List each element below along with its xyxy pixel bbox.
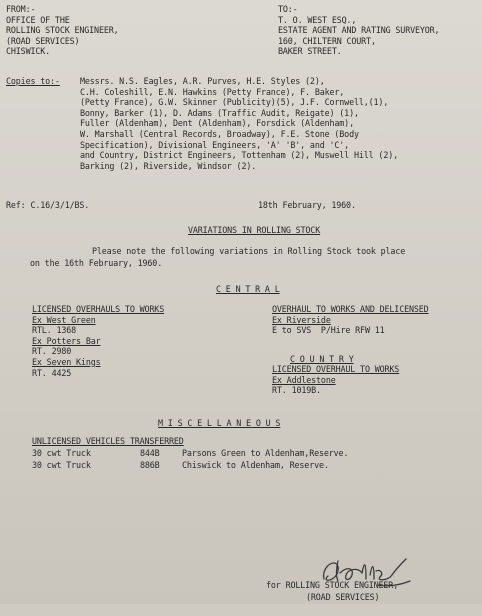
central-licensed-overhauls (32, 304, 164, 378)
copies-line: Messrs. N.S. Eagles, A.R. Purves, H.E. Styles (2), (80, 76, 325, 86)
vehicle-type: 30 cwt Truck (32, 460, 91, 470)
central-overhaul-delicensed (272, 304, 429, 336)
from-line: (ROAD SERVICES) (6, 35, 80, 46)
copies-line: (Petty France), G.W. Skinner (Publicity)(5), J.F. Cornwell,(1), (80, 97, 389, 108)
depot-name: Ex Riverside (272, 314, 331, 325)
copies-line: Specification), Divisional Engineers, 'A' 'B', and 'C', (80, 139, 350, 150)
depot-name: Ex West Green (32, 314, 96, 325)
signatory-dept: (ROAD SERVICES) (306, 592, 380, 602)
to-line: ESTATE AGENT AND RATING SURVEYOR, (278, 25, 440, 36)
from-block (6, 4, 119, 57)
copies-line: and Country, District Engineers, Tottenham (2), Muswell Hill (2), (80, 150, 398, 161)
copies-list (80, 76, 398, 171)
from-line: ROLLING STOCK ENGINEER, (6, 25, 119, 36)
handwritten-signature (318, 528, 418, 616)
from-line: OFFICE OF THE (6, 14, 70, 25)
vehicle-number: RTL. 1368 (32, 325, 77, 336)
to-line: 160, CHILTERN COURT, (278, 35, 376, 46)
to-label: TO:- (278, 4, 298, 14)
from-label: FROM:- (6, 4, 36, 14)
depot-name: Ex Seven Kings (32, 356, 101, 367)
depot-name: Ex Potters Bar (32, 335, 101, 346)
intro-line: Please note the following variations in Rolling Stock took place (92, 246, 406, 256)
misc-section-title: UNLICENSED VEHICLES TRANSFERRED (32, 436, 184, 446)
to-line: T. O. WEST ESQ., (278, 14, 357, 25)
copies-line: W. Marshall (Central Records, Broadway), F.E. Stone (Body (80, 128, 359, 139)
signatory-line: for ROLLING STOCK ENGINEER, (266, 580, 399, 590)
copies-line: C.H. Coleshill, E.N. Hawkins (Petty France), F. Baker, (80, 86, 345, 97)
reference: Ref: C.16/3/1/BS. (6, 200, 90, 210)
copies-line: Barking (2), Riverside, Windsor (2). (80, 160, 257, 171)
copies-line: Fuller (Aldenham), Dent (Aldenham), Forsdick (Aldenham), (80, 118, 354, 129)
vehicle-number: 844B (140, 448, 160, 458)
section-title: OVERHAUL TO WORKS AND DELICENSED (272, 304, 429, 314)
misc-heading: M I S C E L L A N E O U S (158, 418, 281, 428)
country-licensed-overhaul (272, 364, 399, 396)
memo-date: 18th February, 1960. (258, 200, 356, 210)
vehicle-number: RT. 2980 (32, 346, 72, 357)
vehicle-number: RT. 4425 (32, 367, 72, 378)
to-block (278, 4, 439, 57)
country-heading: C O U N T R Y (290, 354, 354, 364)
depot-name: Ex Addlestone (272, 374, 336, 385)
copies-line: Bonny, Barker (1), D. Adams (Traffic Audit, Reigate) (1), (80, 107, 359, 118)
section-title: LICENSED OVERHAUL TO WORKS (272, 364, 400, 374)
vehicle-number: RT. 1019B. (272, 385, 321, 396)
transfer-movement: Chiswick to Aldenham, Reserve. (182, 460, 329, 470)
to-line: BAKER STREET. (278, 46, 342, 57)
vehicle-number: 886B (140, 460, 160, 470)
central-heading: C E N T R A L (216, 284, 280, 294)
copies-label: Copies to:- (6, 76, 60, 86)
subject-heading: VARIATIONS IN ROLLING STOCK (188, 225, 321, 235)
from-line: CHISWICK. (6, 46, 51, 57)
transfer-movement: Parsons Green to Aldenham,Reserve. (182, 448, 349, 458)
vehicle-detail: E to SVS P/Hire RFW 11 (272, 325, 385, 336)
section-title: LICENSED OVERHAULS TO WORKS (32, 304, 165, 314)
intro-line: on the 16th February, 1960. (30, 258, 163, 268)
vehicle-type: 30 cwt Truck (32, 448, 91, 458)
